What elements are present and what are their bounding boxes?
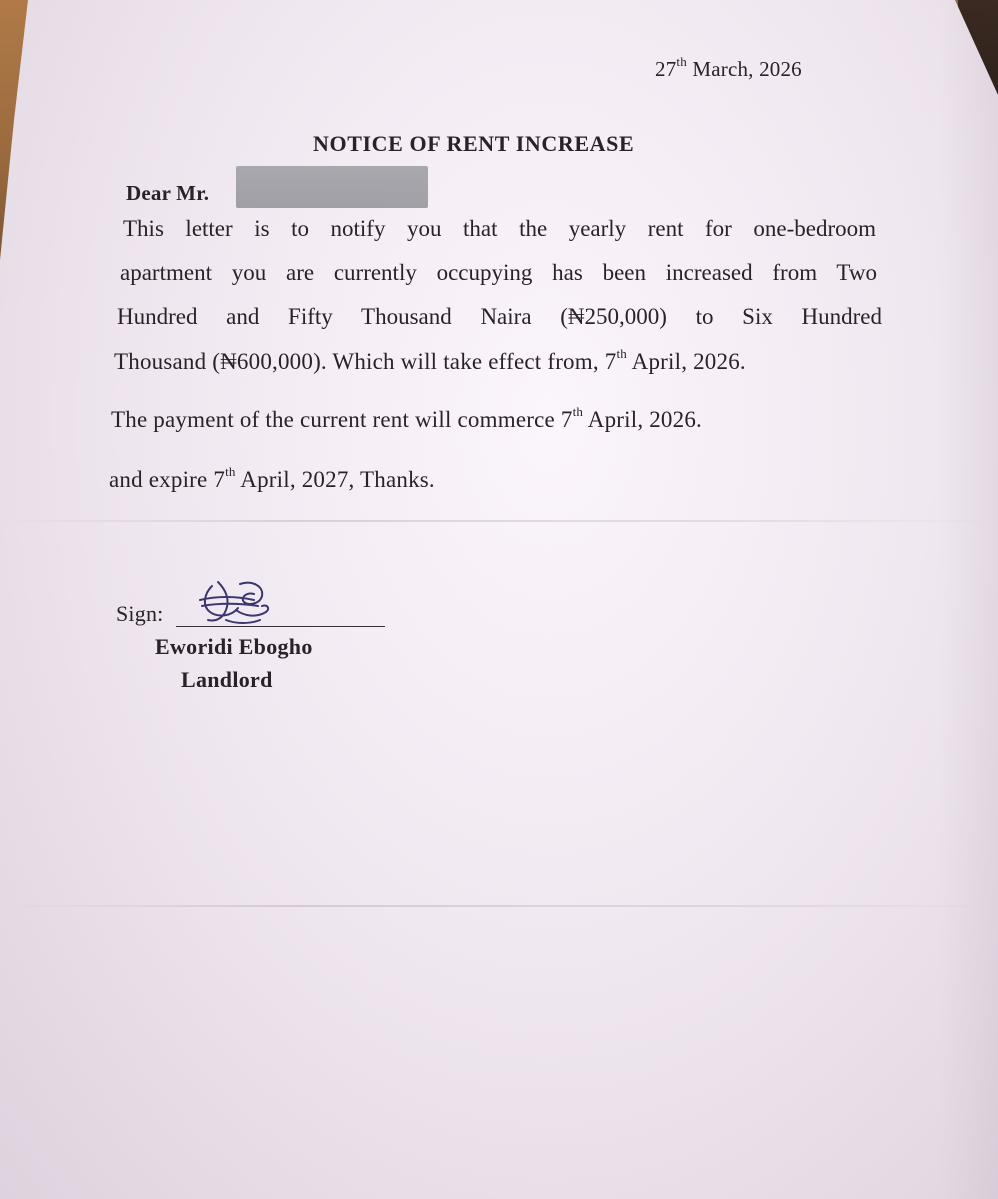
paper-shadow: [938, 0, 998, 1199]
redacted-name: [236, 166, 428, 208]
body-line-3: Hundred and Fifty Thousand Naira (₦250,000) to Six Hundred: [117, 304, 882, 329]
body-line-1: This letter is to notify you that the yearly rent for one-bedroom: [123, 216, 876, 241]
paper-fold-crease: [0, 905, 998, 907]
salutation: Dear Mr.: [126, 181, 210, 205]
payment-commence-line: The payment of the current rent will commerce 7th April, 2026.: [111, 404, 702, 432]
sign-label: Sign:: [116, 601, 164, 626]
letter-title: NOTICE OF RENT INCREASE: [313, 131, 635, 156]
handwritten-signature: [196, 576, 272, 628]
signer-role: Landlord: [181, 667, 273, 692]
body-line-2: apartment you are currently occupying has been increased from Two: [120, 260, 877, 285]
body-line-4: Thousand (₦600,000). Which will take effect from, 7th April, 2026.: [114, 346, 746, 374]
paper-fold-crease: [0, 520, 998, 522]
letter-date: 27th March, 2026: [655, 54, 802, 81]
expiry-line: and expire 7th April, 2027, Thanks.: [109, 464, 435, 492]
signer-name: Eworidi Ebogho: [155, 634, 313, 659]
